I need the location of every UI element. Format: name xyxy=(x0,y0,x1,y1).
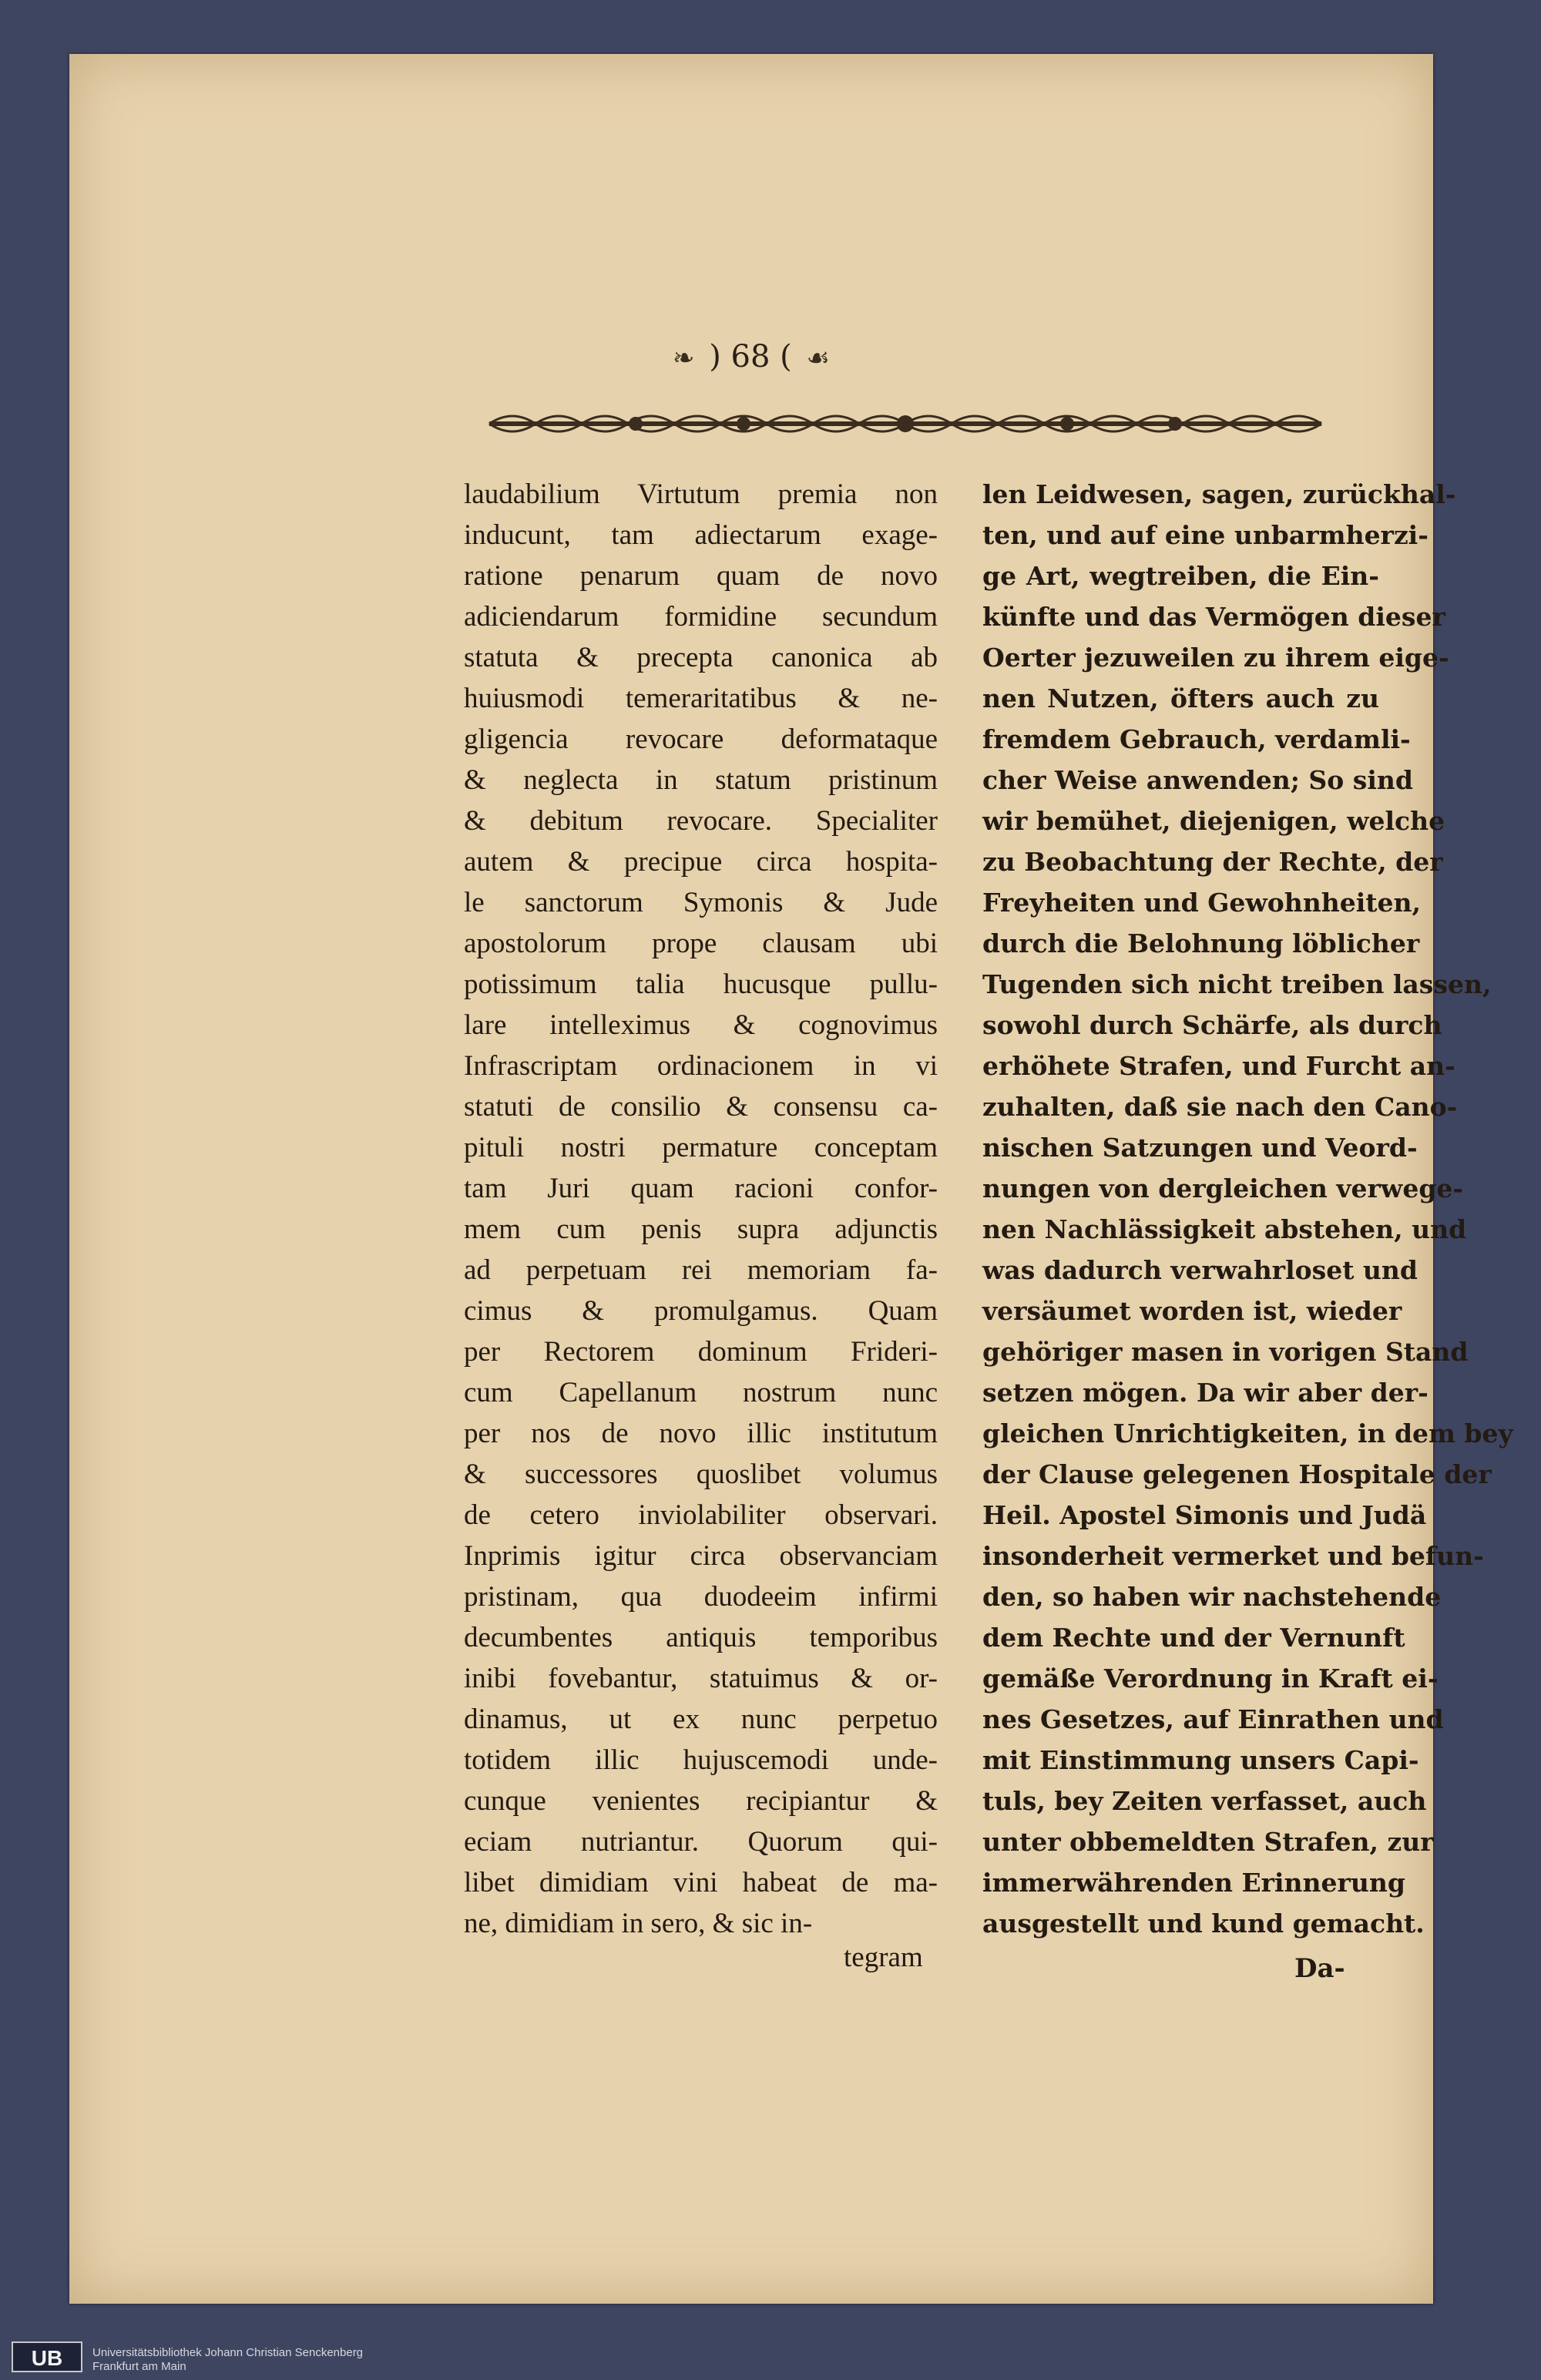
text-line: ratione penarum quam de novo xyxy=(464,560,938,592)
text-line: zu Beobachtung der Rechte, der xyxy=(982,847,1443,877)
text-line: gemäße Verordnung in Kraft ei- xyxy=(982,1663,1439,1694)
text-line: nen Nutzen, öfters auch zu xyxy=(982,683,1379,713)
text-line: decumbentes antiquis temporibus xyxy=(464,1622,938,1653)
text-line: Heil. Apostel Simonis und Judä xyxy=(982,1500,1427,1530)
text-line: & debitum revocare. Specialiter xyxy=(464,805,938,837)
text-line: len Leidwesen, sagen, zurückhal- xyxy=(982,479,1456,509)
text-line: inibi fovebantur, statuimus & or- xyxy=(464,1663,938,1694)
text-line: versäumet worden ist, wieder xyxy=(982,1296,1402,1326)
text-line: cimus & promulgamus. Quam xyxy=(464,1295,938,1327)
text-line: gligencia revocare deformataque xyxy=(464,723,938,755)
text-line: autem & precipue circa hospita- xyxy=(464,846,938,878)
text-line: cum Capellanum nostrum nunc xyxy=(464,1377,938,1408)
text-line: Freyheiten und Gewohnheiten, xyxy=(982,888,1422,918)
text-line: pituli nostri permature conceptam xyxy=(464,1132,938,1163)
text-line: statuta & precepta canonica ab xyxy=(464,642,938,673)
page-number: ) 68 ( xyxy=(709,339,792,374)
text-line: Tugenden sich nicht treiben lassen, xyxy=(982,969,1492,999)
text-line: per nos de novo illic institutum xyxy=(464,1418,938,1449)
text-line: erhöhete Strafen, und Furcht an- xyxy=(982,1051,1455,1081)
library-line-2: Frankfurt am Main xyxy=(92,2360,186,2373)
library-name xyxy=(92,2346,363,2374)
text-line: le sanctorum Symonis & Jude xyxy=(464,887,938,918)
text-line: gehöriger masen in vorigen Stand xyxy=(982,1337,1469,1367)
latin-text-column xyxy=(464,474,938,1944)
text-line: & successores quoslibet volumus xyxy=(464,1459,938,1490)
text-line: dinamus, ut ex nunc perpetuo xyxy=(464,1704,938,1735)
text-line: ten, und auf eine unbarmherzi- xyxy=(982,520,1429,550)
text-line: unter obbemeldten Strafen, zur xyxy=(982,1827,1434,1857)
left-catchword: tegram xyxy=(844,1942,923,1973)
text-line: durch die Belohnung löblicher xyxy=(982,928,1420,958)
text-line: inducunt, tam adiectarum exage- xyxy=(464,519,938,551)
text-line: immerwährenden Erinnerung xyxy=(982,1868,1405,1898)
text-line: & neglecta in statum pristinum xyxy=(464,764,938,796)
text-line: was dadurch verwahrloset und xyxy=(982,1255,1418,1285)
text-line: gleichen Unrichtigkeiten, in dem bey xyxy=(982,1418,1513,1448)
text-line: ge Art, wegtreiben, die Ein- xyxy=(982,561,1379,591)
text-line: huiusmodi temeraritatibus & ne- xyxy=(464,683,938,714)
text-line: statuti de consilio & consensu ca- xyxy=(464,1091,938,1123)
text-line: ad perpetuam rei memoriam fa- xyxy=(464,1254,938,1286)
text-line: cher Weise anwenden; So sind xyxy=(982,765,1413,795)
text-line: Infrascriptam ordinacionem in vi xyxy=(464,1050,938,1082)
text-line: tuls, bey Zeiten verfasset, auch xyxy=(982,1786,1427,1816)
ornament-left-icon: ❧ xyxy=(673,343,695,374)
text-line: mem cum penis supra adjunctis xyxy=(464,1213,938,1245)
german-text-column xyxy=(982,474,1513,1944)
text-line: Inprimis igitur circa observanciam xyxy=(464,1540,938,1572)
text-line: wir bemühet, diejenigen, welche xyxy=(982,806,1445,836)
text-line: zuhalten, daß sie nach den Cano- xyxy=(982,1092,1458,1122)
ornamental-rule xyxy=(489,408,1321,439)
text-line: sowohl durch Schärfe, als durch xyxy=(982,1010,1442,1040)
text-line: nes Gesetzes, auf Einrathen und xyxy=(982,1704,1444,1734)
ub-logo: UB xyxy=(12,2341,82,2372)
text-line: insonderheit vermerket und befun- xyxy=(982,1541,1484,1571)
text-line: Oerter jezuweilen zu ihrem eige- xyxy=(982,643,1449,673)
text-line: libet dimidiam vini habeat de ma- xyxy=(464,1867,938,1898)
text-line: nen Nachlässigkeit abstehen, und xyxy=(982,1214,1467,1244)
text-line: apostolorum prope clausam ubi xyxy=(464,928,938,959)
ornament-right-icon: ☙ xyxy=(806,343,830,374)
text-line: ne, dimidiam in sero, & sic in- xyxy=(464,1908,813,1939)
text-line: potissimum talia hucusque pullu- xyxy=(464,968,938,1000)
scanned-page xyxy=(69,54,1513,2304)
right-catchword: Da- xyxy=(1294,1953,1345,1984)
text-line: der Clause gelegenen Hospitale der xyxy=(982,1459,1492,1489)
text-line: den, so haben wir nachstehende xyxy=(982,1582,1442,1612)
text-line: totidem illic hujuscemodi unde- xyxy=(464,1744,938,1776)
text-line: setzen mögen. Da wir aber der- xyxy=(982,1378,1429,1408)
text-line: laudabilium Virtutum premia non xyxy=(464,478,938,510)
library-line-1: Universitätsbibliothek Johann Christian Senckenberg xyxy=(92,2346,364,2359)
text-line: künfte und das Vermögen dieser xyxy=(982,602,1445,632)
text-line: cunque venientes recipiantur & xyxy=(464,1785,938,1817)
text-line: adiciendarum formidine secundum xyxy=(464,601,938,633)
text-line: per Rectorem dominum Frideri- xyxy=(464,1336,938,1368)
text-line: dem Rechte und der Vernunft xyxy=(982,1623,1405,1653)
text-line: de cetero inviolabiliter observari. xyxy=(464,1499,938,1531)
text-line: mit Einstimmung unsers Capi- xyxy=(982,1745,1419,1775)
text-line: tam Juri quam racioni confor- xyxy=(464,1173,938,1204)
text-line: ausgestellt und kund gemacht. xyxy=(982,1908,1425,1939)
page-header xyxy=(69,339,1433,385)
text-line: fremdem Gebrauch, verdamli- xyxy=(982,724,1411,754)
text-line: nischen Satzungen und Veord- xyxy=(982,1133,1418,1163)
text-line: pristinam, qua duodeeim infirmi xyxy=(464,1581,938,1613)
library-footer xyxy=(0,2334,462,2380)
text-line: nungen von dergleichen verwege- xyxy=(982,1173,1464,1203)
text-line: lare intelleximus & cognovimus xyxy=(464,1009,938,1041)
text-line: eciam nutriantur. Quorum qui- xyxy=(464,1826,938,1858)
